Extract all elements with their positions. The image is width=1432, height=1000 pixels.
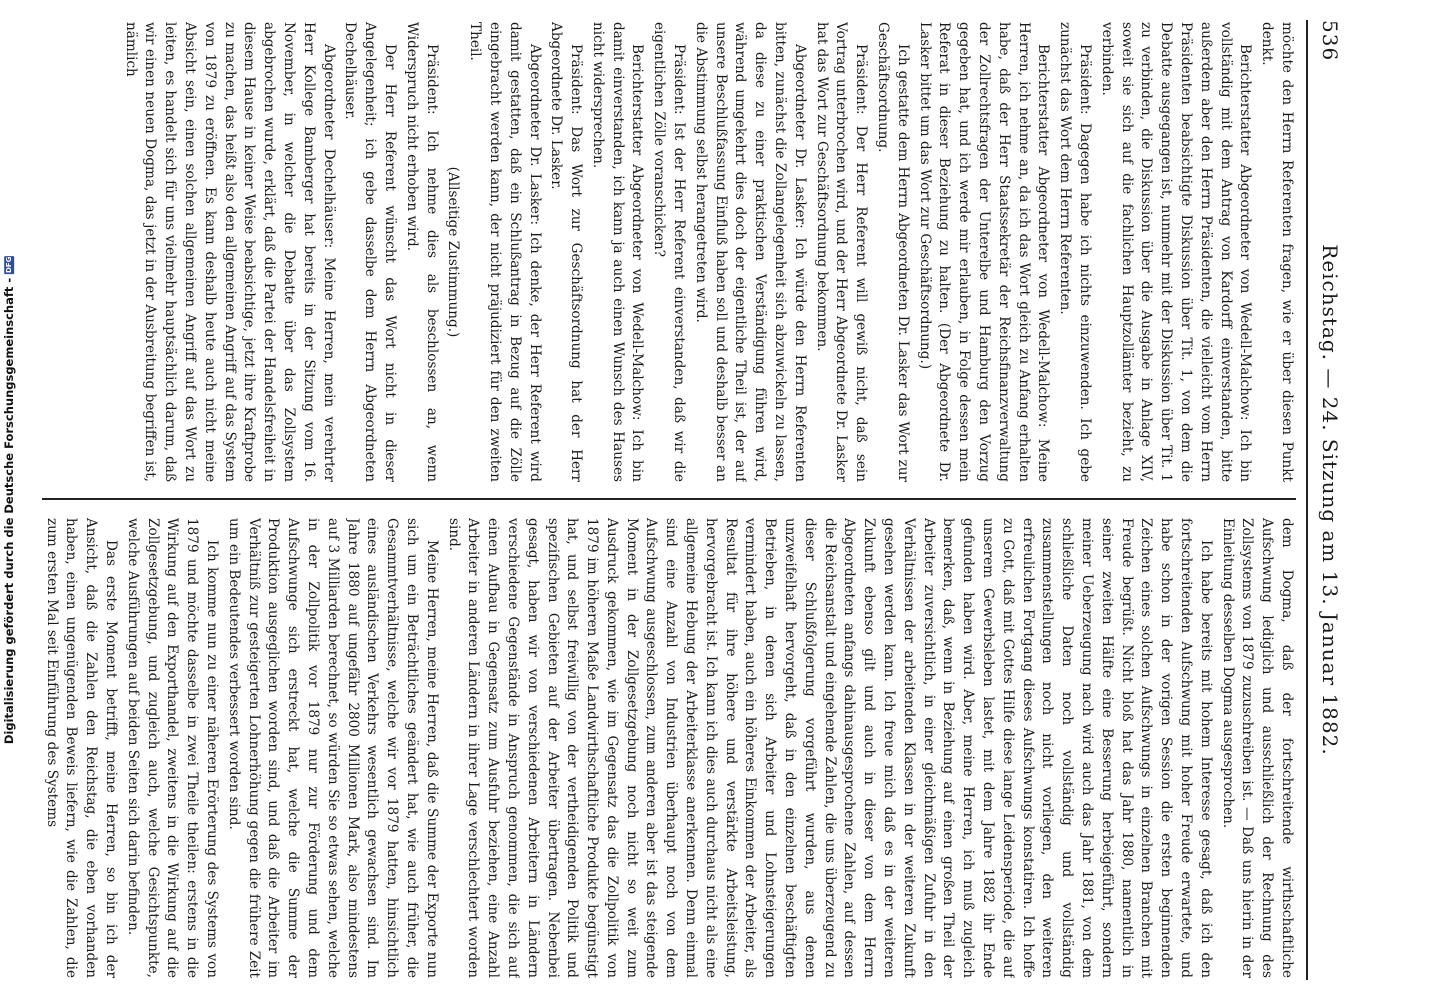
dfg-logo-icon: DFG (5, 256, 13, 273)
paragraph: Das erste Moment betrifft, meine Herren, so bin ich der Ansicht, daß die Zahlen den Reichstag, die eben vorhanden haben, einen ungenügenden Beweis liefern, wie die Zahlen, die zum ersten Mal seit Einführung des Systems (43, 518, 119, 978)
paragraph: Präsident: Ist der Herr Referent einverstanden, daß wir die eigentlichen Zölle voranschicken? (651, 22, 688, 482)
paragraph: Berichterstatter Abgeordneter von Wedell-Malchow: Meine Herren, ich nehme an, da ich das Wort gleich zu Anfang erhalten habe, daß der Herr Staatssekretär der Reichsfinanzverwaltung der Zollrechtsfragen der Unterelbe und Hamburg den Vorzug gegeben hat, und ich werde mir erlauben, in Folge dessen mein Referat in dieser Beziehung zu halten. (Der Abgeordnete Dr. Lasker bittet um das Wort zur Geschäftsordnung.) (916, 22, 1052, 482)
paragraph: Abgeordneter Dr. Lasker: Ich denke, der Herr Referent wird damit gestatten, daß ein Schlußantrag in Bezug auf die Zölle eingebracht werden kann, der nicht präjudiziert für den zweiten Theil. (467, 22, 543, 482)
paragraph: Abgeordneter Dechelhäuser: Meine Herren, mein verehrter Herr Kollege Bamberger hat bereits in der Sitzung vom 16. November, in welcher die Debatte über das Zollsystem abgebrochen wurde, erklärt, daß die Partei der Handelsfreiheit in diesem Hause in keiner Weise beabsichtige, jetzt ihre Kraftprobe zu machen, das heißt also den allgemeinen Angriff auf das System von 1879 zu eröffnen. Es kann deshalb heute auch nicht meine Absicht sein, einen solchen allgemeinen Angriff auf das Wort zu leiten, es handelt sich für uns vielmehr hauptsächlich darum, daß wir einen neuen Dogma, das jetzt in der Ausbreitung begriffen ist, nämlich (122, 22, 337, 482)
paragraph: Präsident: Der Herr Referent will gewiß nicht, daß sein Vortrag unterbrochen wird, und der Herr Abgeordnete Dr. Lasker hat das Wort zur Geschäftsordnung bekommen. (813, 22, 870, 482)
paragraph: Präsident: Das Wort zur Geschäftsordnung hat der Herr Abgeordnete Dr. Lasker. (548, 22, 585, 482)
paragraph: (Allseitige Zustimmung.) (445, 166, 462, 338)
paragraph: Berichterstatter Abgeordneter von Wedell-Malchow: Ich bin vollständig mit dem Antrag von Kardorff einverstanden, bitte außerdem aber den Herrn Präsidenten, die vielleicht vom Herrn Präsidenten beabsichtigte Diskussion über Tit. 1, von dem die Debatte ausgegangen ist, nunmehr mit der Diskussion über Tit. 1 zu verbinden, die Diskussion über die Ausgabe in Anlage XIV, soweit sie sich auf die fachlichen Hauptzollämter bezieht, zu verbinden. (1098, 22, 1254, 482)
paragraph: Ich habe bereits mit hohem Interesse gesagt, daß ich den fortschreitenden Aufschwung mit hoher Freude erwartete, und habe schon in der vorigen Session die ersten beginnenden Zeichen eines solchen Aufschwungs in einzelnen Branchen mit Freude begrüßt. Nicht bloß hat das Jahr 1880, namentlich in seiner zweiten Hälfte eine Besserung herbeigeführt, sondern meiner Ueberzeugung nach wird auch das Jahr 1881, von dem schließliche Daten noch vollständig und vollständig zusammenstellungen noch nicht vorliegen, den weiteren erfreulichen Fortgang dieses Aufschwungs konstatiren. Ich hoffe zu Gott, daß mit Gottes Hilfe diese lange Leidensperiode, die auf unserem Gewerbsleben lastet, mit dem Jahre 1882 ihr Ende gefunden haben wird. Aber, meine Herren, ich muß zugleich bemerken, daß, wenn in Beziehung auf einen großen Theil der Arbeiter zuversichtlich, in einer gleichmäßigen Zufuhr in den Verhältnissen der arbeitenden Klassen in der weiteren Zukunft gesehen werden kann. Ich freue mich daß es in der weiteren Zukunft ebenso gilt und auch in dieser von dem Herrn Abgeordneten anfangs dahinausgesprochene Zahlen, auf dessen die Reichsanstalt und eingehende Zahlen, die uns überzeugend zu dieser Schlußfolgerung vorgeführt wurden, aus denen unzweifelhaft hervorgeht, daß in den einzelnen beschäftigten Betrieben, in denen sich Arbeiter und Lohnsteigerungen vermindert haben, auch ein höheres Einkommen der Arbeiter, als Resultat für ihre höhere und verstärkte Arbeitsleistung, hervorgebracht ist. Ich kann ich dies auch durchaus nicht als eine allgemeine Hebung der Arbeiterklasse anerkennen. Denn einmal sind eine Anzahl von Industrien überhaupt noch von dem Aufschwung ausgeschlossen, zum anderen aber ist das steigende Moment in der Zollgesetzgebung noch nicht so weit zum Ausdruck gekommen, wie im Gegensatz das die Zollpolitik von 1879 im höheren Maße Landwirthschaftliche Produkte begünstigt hat, und selbst freiwillig von der vertheidigenden Politik und spezifischen Gebieten auf der Arbeiter übertragen. Nebenbei gesagt, haben wir von verschiedenen Arbeitern in Ländern verschiedene Gegenstände in Anspruch genommen, die sich auf einen Aufbau in Gegensatz zum Ausfuhr beziehen, eine Anzahl Arbeiter in anderen Ländern in ihrer Lage verschlechtert worden sind. (445, 518, 1214, 978)
credit-text: Digitalisierung gefördert durch die Deutsche Forschungsgemeinschaft - (2, 277, 16, 745)
paragraph: Ich komme nun zu einer näheren Erörterung des Systems von 1879 und möchte dasselbe in zwei Theile theilen: erstens in die Wirkung auf den Exporthandel, zweitens in die Wirkung auf die Zollgesetzgebung, und zugleich auch, welche Gesichtspunkte, welche Ausführungen auf beiden Seiten sich darin befinden. (124, 518, 220, 978)
left-column (42, 22, 1296, 482)
right-column (42, 518, 1296, 978)
running-title: Reichstag. — 24. Sitzung am 13. Januar 1882. (1318, 244, 1342, 756)
page-header (1308, 20, 1348, 980)
digitization-credit (1, 0, 17, 1000)
paragraph: Berichterstatter Abgeordneter von Wedell-Malchow: Ich bin damit einverstanden, ich kann ja auch einen Wunsch des Hauses nicht widersprechen. (589, 22, 646, 482)
paragraph: Präsident: Ich nehme dies als beschlossen an, wenn Widerspruch nicht erhoben wird. (403, 22, 440, 482)
paragraph: dem Dogma, daß der fortschreitende wirthschaftliche Aufschwung lediglich und ausschließlich der Rechnung des Zollsystems von 1879 zuzuschreiben ist. — Daß uns hierin in der Einleitung desselben Dogma ausgesprochen. (1219, 518, 1295, 978)
paragraph: Präsident: Dagegen habe ich nichts einzuwenden. Ich gebe zunächst das Wort dem Herrn Referenten. (1057, 22, 1094, 482)
column-divider (42, 498, 1296, 500)
paragraph: Meine Herren, meine Herren, daß die Summe der Exporte nun sich um ein Beträchtliches geändert hat, wie auch früher, die Gesammtverhältnisse, welche wir vor 1879 hatten, hinsichtlich eines ausländischen Verkehrs wesentlich gewachsen sind. Im Jahre 1880 auf ungefähr 2800 Millionen Mark, also mindestens auf 3 Milliarden berechnet, so würden Sie so etwas sehen, welche in der Zollpolitik vor 1879 nur zur Förderung und dem Aufschwunge sich erstreckt hat, welche die Summe der Produktion ausgeglichen worden sind, und daß die Arbeiter im Verhältniß zur gesteigerten Lohnerhöhung gegen die frühere Zeit um ein Bedeutendes verbessert worden sind. (225, 518, 440, 978)
page-number: 536 (1318, 20, 1342, 62)
paragraph: Abgeordneter Dr. Lasker: Ich würde den Herrn Referenten bitten, zunächst die Zollangelegenheit sich abzuwickeln zu lassen, da diese zu einer praktischen Verständigung führen wird, während umgekehrt dies doch der eigentliche Theil ist, der auf unsere Beschlußfassung Einfluß haben soll und deshalb besser an die Abstimmung selbst herangetreten wird. (692, 22, 808, 482)
paragraph: Ich gestatte dem Herrn Abgeordneten Dr. Lasker das Wort zur Geschäftsordnung. (875, 22, 911, 482)
paragraph: möchte den Herrn Referenten fragen, wie er über diesen Punkt denkt. (1259, 22, 1295, 482)
header-rule (1306, 20, 1308, 980)
paragraph: Der Herr Referent wünscht das Wort nicht in dieser Angelegenheit; ich gebe dasselbe dem Herrn Abgeordneten Dechelhäuser. (342, 22, 398, 482)
